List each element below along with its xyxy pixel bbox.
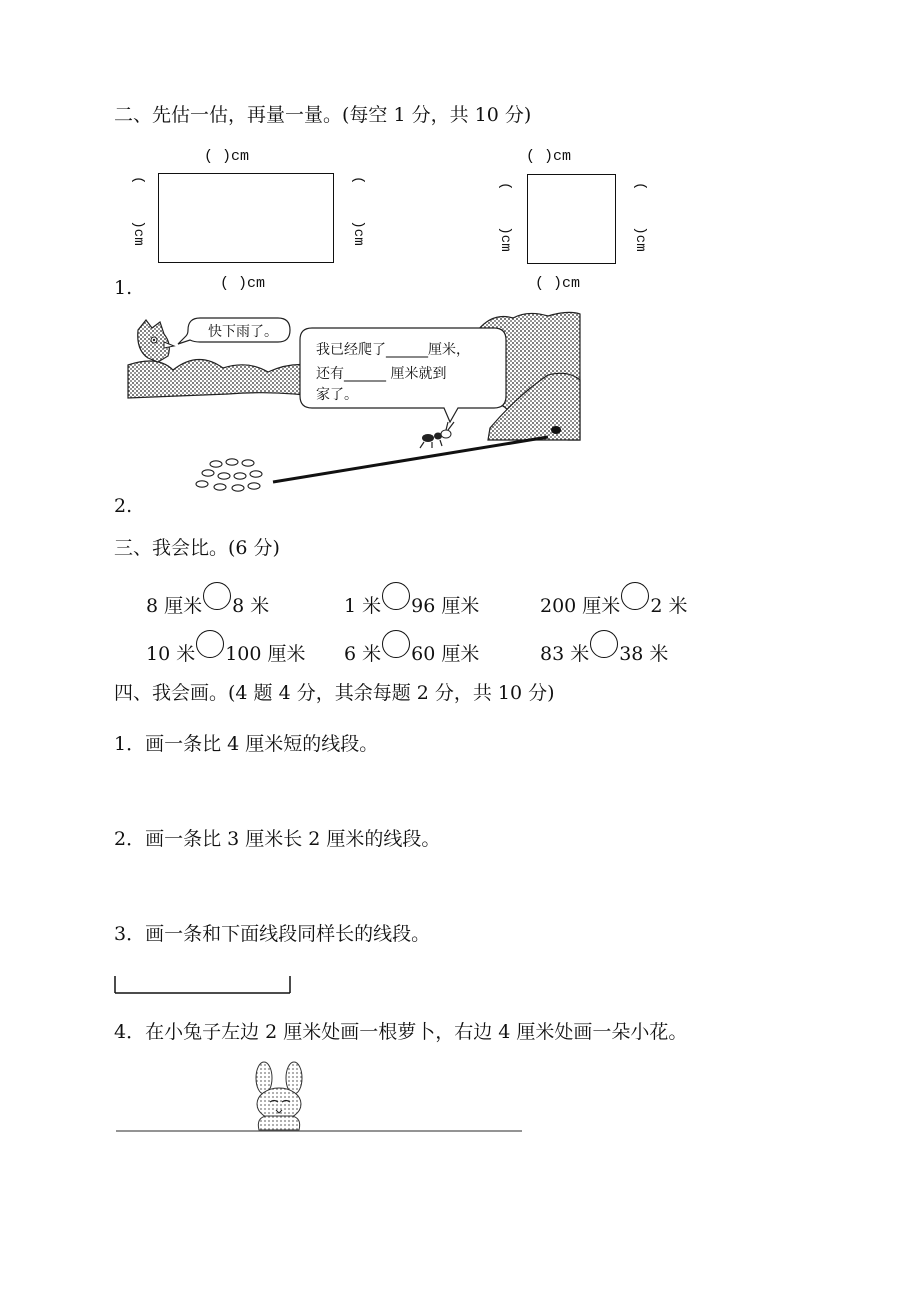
rabbit-icon [256, 1062, 302, 1130]
compare-right: 60 厘米 [411, 642, 480, 665]
bird-icon [138, 320, 174, 362]
section-3-title: 三、我会比。(6 分) [114, 537, 280, 559]
compare-left: 200 厘米 [540, 594, 621, 617]
left-rectangle [158, 173, 334, 263]
ant-speech-line-2: 还有______ 厘米就到 [316, 366, 447, 382]
rabbit-scene [116, 1060, 524, 1136]
blank-bottom-right-rect[interactable]: ( )cm [535, 275, 581, 292]
compare-circle[interactable] [590, 630, 618, 658]
compare-left: 8 厘米 [146, 594, 203, 617]
compare-left: 10 米 [146, 642, 196, 665]
compare-item [344, 638, 479, 666]
compare-circle[interactable] [382, 630, 410, 658]
compare-left: 6 米 [344, 642, 382, 665]
compare-circle[interactable] [382, 582, 410, 610]
compare-item [146, 638, 306, 666]
compare-left: 1 米 [344, 594, 382, 617]
question-2-number: 2. [114, 495, 133, 517]
compare-right: 38 米 [619, 642, 669, 665]
question-1-number: 1. [114, 277, 133, 299]
bird-speech-text: 快下雨了。 [208, 324, 278, 340]
blank-left-side-left-rect[interactable]: ()cm [130, 176, 146, 246]
reference-segment [114, 976, 292, 996]
compare-right: 96 厘米 [411, 594, 480, 617]
ant-speech-line-1: 我已经爬了______厘米， [316, 342, 470, 358]
compare-item [344, 590, 479, 618]
draw-question-1: 1．画一条比 4 厘米短的线段。 [114, 733, 379, 755]
section-4-title: 四、我会画。(4 题 4 分，其余每题 2 分，共 10 分) [114, 682, 555, 704]
ant-speech-line-3: 家了。 [316, 387, 358, 403]
compare-right: 8 米 [232, 594, 270, 617]
compare-circle[interactable] [203, 582, 231, 610]
compare-item [540, 590, 687, 618]
blank-right-side-right-rect[interactable]: ()cm [632, 182, 648, 252]
blank-top-left-rect[interactable]: ( )cm [204, 148, 250, 165]
draw-question-4: 4．在小兔子左边 2 厘米处画一根萝卜，右边 4 厘米处画一朵小花。 [114, 1021, 688, 1043]
blank-left-side-right-rect[interactable]: ()cm [497, 182, 513, 252]
compare-right: 2 米 [650, 594, 688, 617]
section-2-title: 二、先估一估，再量一量。(每空 1 分，共 10 分) [114, 104, 532, 126]
blank-top-right-rect[interactable]: ( )cm [526, 148, 572, 165]
compare-item [146, 590, 269, 618]
seeds-icon [196, 459, 262, 491]
compare-item [540, 638, 668, 666]
compare-circle[interactable] [621, 582, 649, 610]
draw-question-3: 3．画一条和下面线段同样长的线段。 [114, 923, 431, 945]
compare-left: 83 米 [540, 642, 590, 665]
right-square [527, 174, 616, 264]
ant-icon [420, 422, 454, 448]
blank-bottom-left-rect[interactable]: ( )cm [220, 275, 266, 292]
draw-question-2: 2．画一条比 3 厘米长 2 厘米的线段。 [114, 828, 441, 850]
compare-circle[interactable] [196, 630, 224, 658]
blank-right-side-left-rect[interactable]: ()cm [350, 176, 366, 246]
compare-right: 100 厘米 [225, 642, 306, 665]
